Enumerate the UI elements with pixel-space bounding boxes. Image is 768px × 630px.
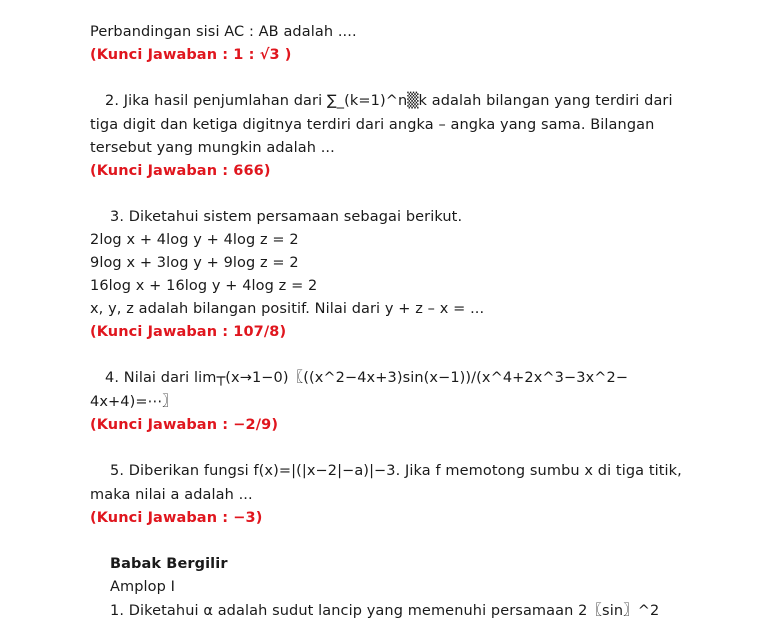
question-5-line-1: 5. Diberikan fungsi f(x)=|(|x−2|−a)|−3. Jika f memotong sumbu x di tiga titik, <box>110 463 682 479</box>
question-4-line-2: 4x+4)=⋯〗 <box>90 394 177 410</box>
question-2-line-2: tiga digit dan ketiga digitnya terdiri dari angka – angka yang sama. Bilangan <box>90 117 655 133</box>
question-5-line-2: maka nilai a adalah ... <box>90 487 253 503</box>
answer-key-4: (Kunci Jawaban : −2/9) <box>90 417 279 433</box>
equation-3: 16log x + 16log y + 4log z = 2 <box>90 278 318 294</box>
question-3-line-5: x, y, z adalah bilangan positif. Nilai dari y + z – x = ... <box>90 301 485 317</box>
question-2-line-1: 2. Jika hasil penjumlahan dari ∑_(k=1)^n▒k adalah bilangan yang terdiri dari <box>105 93 673 109</box>
question-2-line-3: tersebut yang mungkin adalah ... <box>90 140 335 156</box>
question-4-line-1: 4. Nilai dari lim┬(x→1−0)⁡〖((x^2−4x+3)sin⁡(x−1))/(x^4+2x^3−3x^2− <box>105 370 629 386</box>
question-3-line-1: 3. Diketahui sistem persamaan sebagai berikut. <box>110 209 463 225</box>
equation-2: 9log x + 3log y + 9log z = 2 <box>90 255 299 271</box>
subsection-heading: Amplop I <box>110 579 176 595</box>
question-6-line-1: 1. Diketahui α adalah sudut lancip yang memenuhi persamaan 2〖sin〗^2 <box>110 603 660 619</box>
answer-key-5: (Kunci Jawaban : −3) <box>90 510 263 526</box>
equation-1: 2log x + 4log y + 4log z = 2 <box>90 232 299 248</box>
section-heading: Babak Bergilir <box>110 556 228 572</box>
question-1-tail: Perbandingan sisi AC : AB adalah .... <box>90 24 357 40</box>
answer-key-1: (Kunci Jawaban : 1 : √3 ) <box>90 47 292 63</box>
answer-key-2: (Kunci Jawaban : 666) <box>90 163 271 179</box>
answer-key-3: (Kunci Jawaban : 107/8) <box>90 324 287 340</box>
